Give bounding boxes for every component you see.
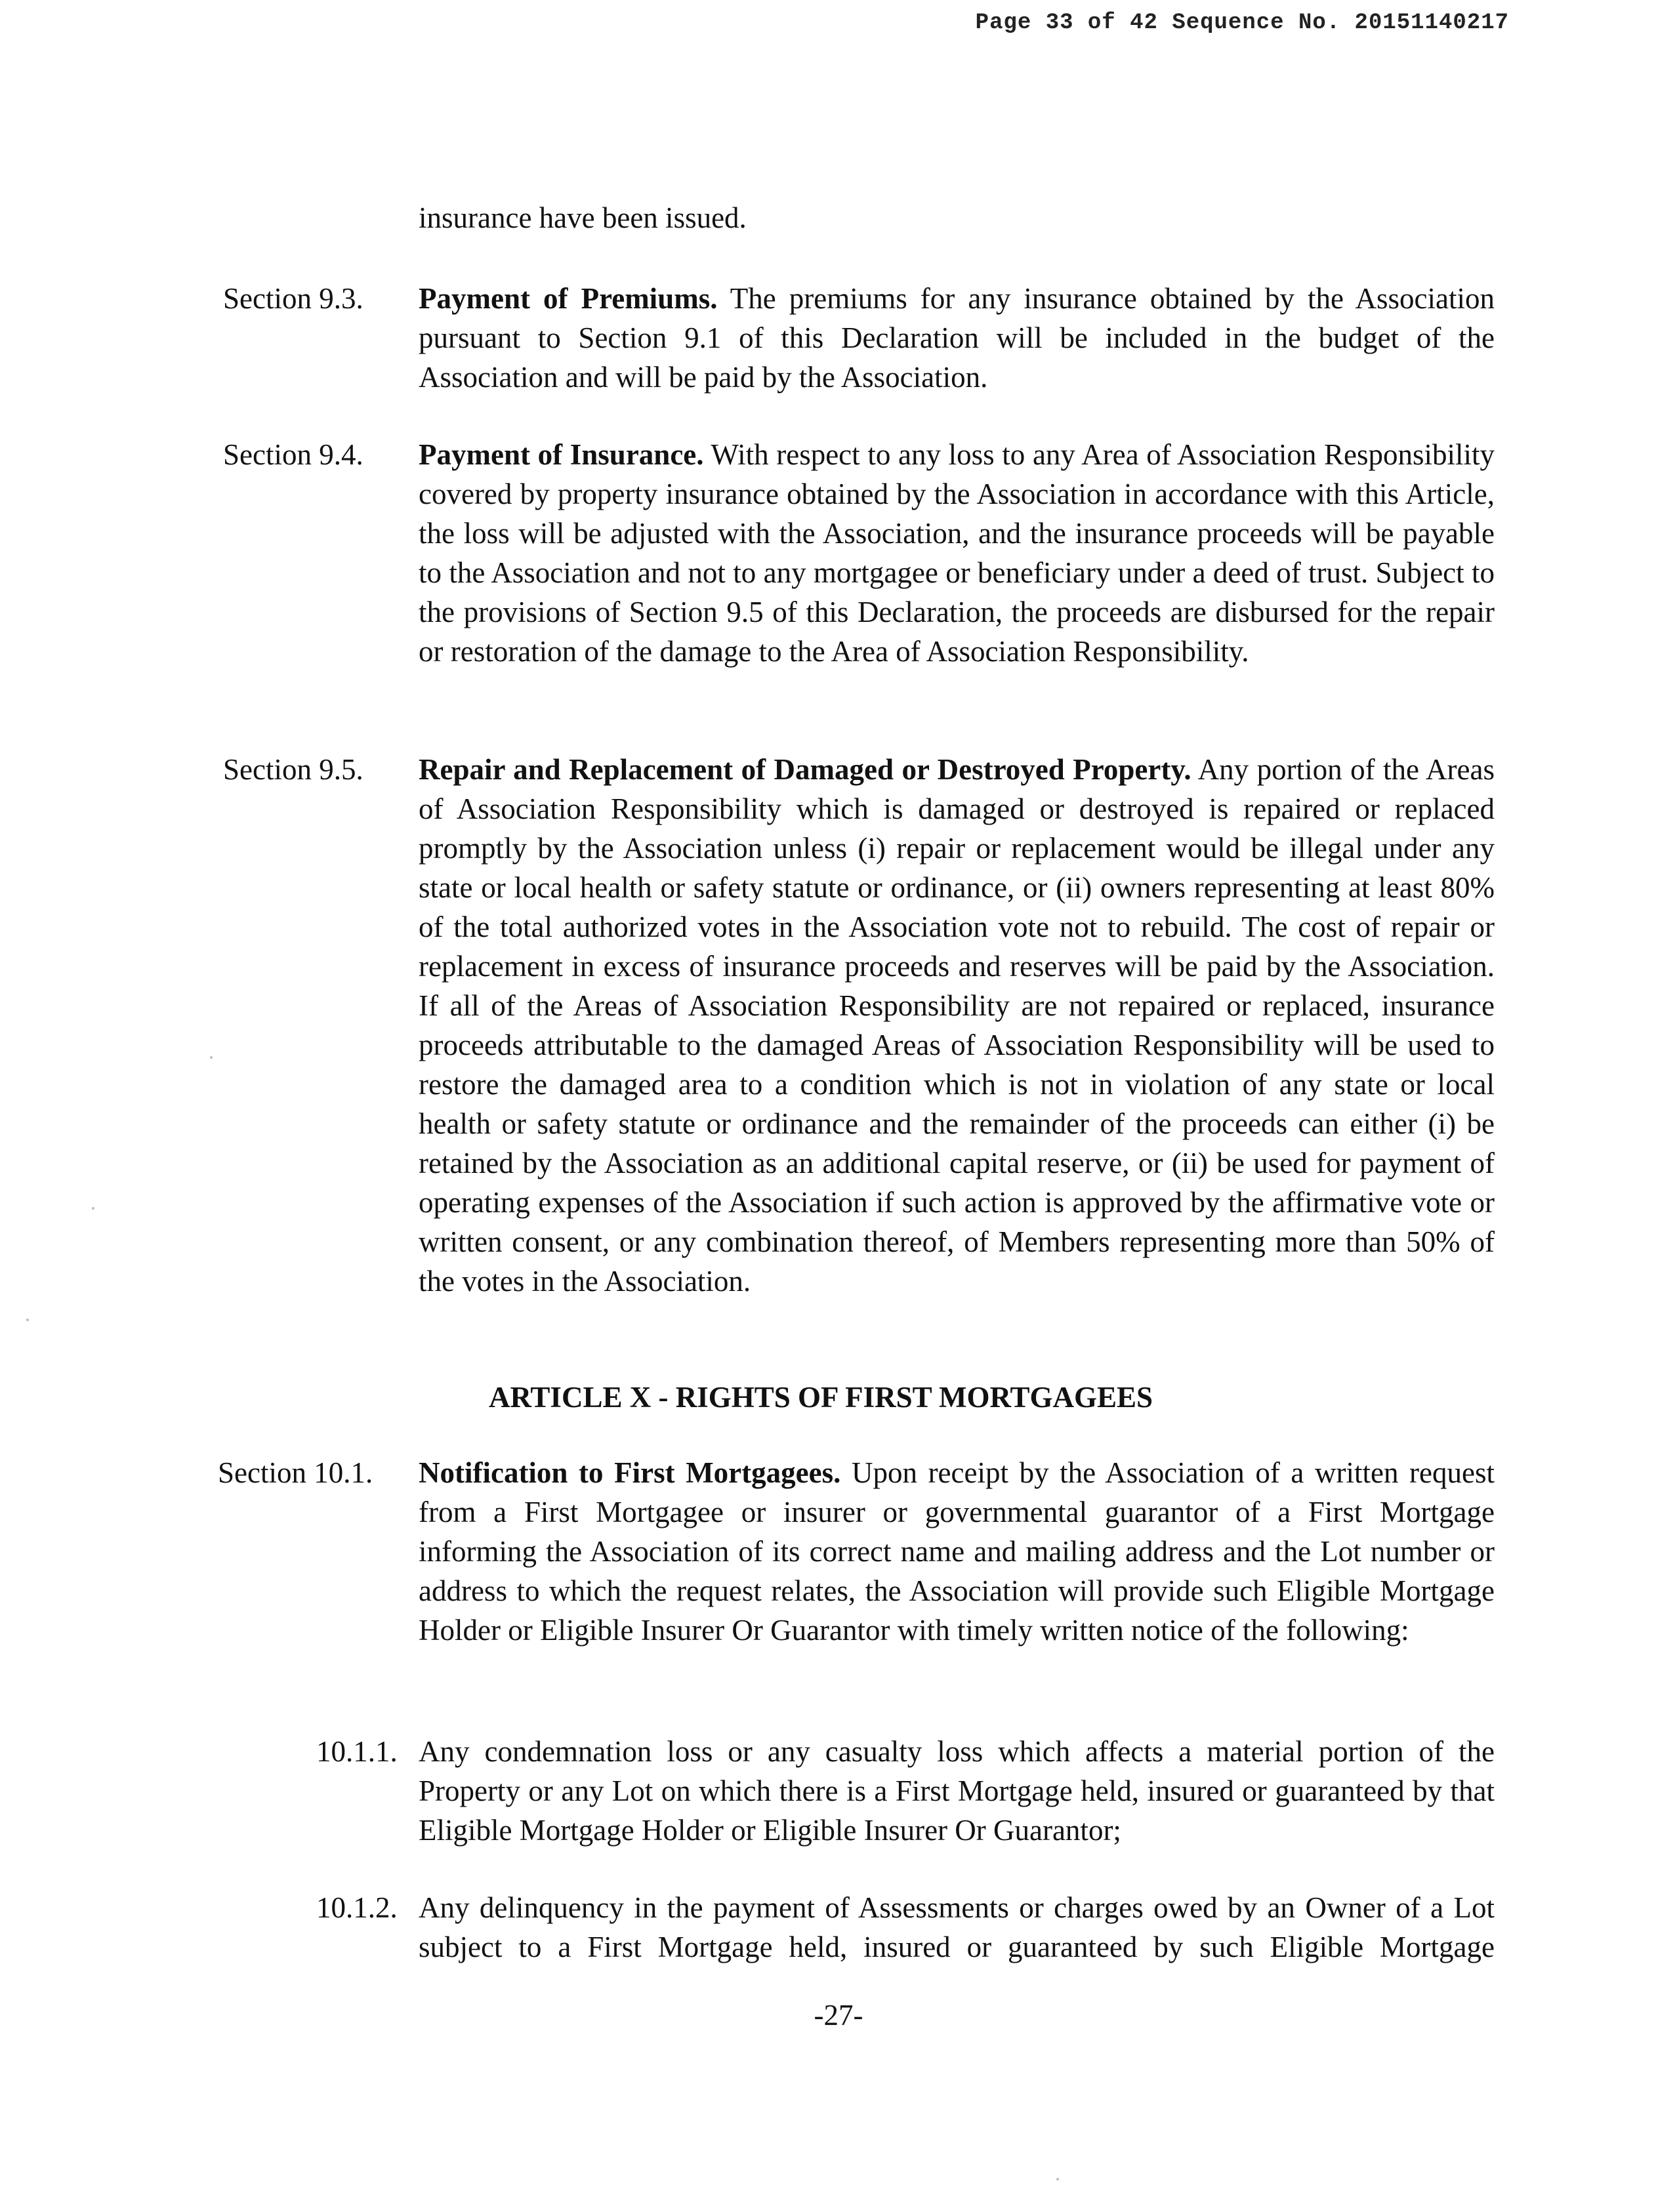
section-9-5-title: Repair and Replacement of Damaged or Destroyed Property. — [419, 753, 1191, 786]
subsection-10-1-2-label: 10.1.2. — [316, 1891, 398, 1924]
section-9-3-label: Section 9.3. — [223, 282, 363, 315]
page-sequence-header: Page 33 of 42 Sequence No. 20151140217 — [975, 10, 1509, 35]
section-10-1-title: Notification to First Mortgagees. — [419, 1456, 841, 1489]
subsection-10-1-1-label: 10.1.1. — [316, 1735, 398, 1768]
section-9-3-body — [419, 279, 1495, 397]
scan-speck — [92, 1207, 94, 1210]
section-9-3-text: The premiums for any insurance obtained by the Association pursuant to Section 9.1 of this Declaration will be included in the budget of the Association and will be paid by the Association. — [419, 282, 1495, 394]
scan-speck — [1056, 2178, 1059, 2181]
scan-speck — [26, 1319, 29, 1321]
section-9-4-title: Payment of Insurance. — [419, 438, 704, 471]
section-9-4-text: With respect to any loss to any Area of Association Responsibility covered by property insurance obtained by the Association in accordance with this Article, the loss will be adjusted with the Association, and the insurance proceeds will be payable to the Association and not to any mortgagee or beneficiary under a deed of trust. Subject to the provisions of Section 9.5 of this Declaration, the proceeds are disbursed for the repair or restoration of the damage to the Area of Association Responsibility. — [419, 438, 1495, 668]
article-heading: ARTICLE X - RIGHTS OF FIRST MORTGAGEES — [489, 1381, 1153, 1414]
section-10-1-label: Section 10.1. — [218, 1456, 373, 1489]
subsection-10-1-2-body — [419, 1888, 1495, 1967]
subsection-10-1-1-text: Any condemnation loss or any casualty loss which affects a material portion of the Property or any Lot on which there is a First Mortgage held, insured or guaranteed by that Eligible Mortgage Holder or Eligible Insurer Or Guarantor; — [419, 1735, 1495, 1847]
section-9-5-label: Section 9.5. — [223, 753, 363, 786]
section-10-1-body — [419, 1453, 1495, 1650]
scan-speck — [210, 1056, 213, 1059]
section-9-5-body — [419, 750, 1495, 1301]
subsection-10-1-1-body — [419, 1732, 1495, 1850]
section-10-1-text: Upon receipt by the Association of a written request from a First Mortgagee or insurer or governmental guarantor of a First Mortgage informing the Association of its correct name and mailing address and the Lot number or address to which the request relates, the Association will provide such Eligible Mortgage Holder or Eligible Insurer Or Guarantor with timely written notice of the following: — [419, 1456, 1495, 1647]
section-9-3-title: Payment of Premiums. — [419, 282, 718, 315]
page-number: -27- — [814, 1999, 863, 2032]
section-9-5-text: Any portion of the Areas of Association Responsibility which is damaged or destroyed is repaired or replaced promptly by the Association unless (i) repair or replacement would be illegal under any state or local health or safety statute or ordinance, or (ii) owners representing at least 80% of the total authorized votes in the Association vote not to rebuild. The cost of repair or replacement in excess of insurance proceeds and reserves will be paid by the Association. If all of the Areas of Association Responsibility are not repaired or replaced, insurance proceeds attributable to the damaged Areas of Association Responsibility will be used to restore the damaged area to a condition which is not in violation of any state or local health or safety statute or ordinance and the remainder of the proceeds can either (i) be retained by the Association as an additional capital reserve, or (ii) be used for payment of operating expenses of the Association if such action is approved by the affirmative vote or written consent, or any combination thereof, of Members representing more than 50% of the votes in the Association. — [419, 753, 1495, 1298]
continuation-text: insurance have been issued. — [419, 201, 747, 234]
section-9-4-body — [419, 435, 1495, 671]
section-9-4-label: Section 9.4. — [223, 438, 363, 471]
subsection-10-1-2-text: Any delinquency in the payment of Assessments or charges owed by an Owner of a Lot subject to a First Mortgage held, insured or guaranteed by such Eligible Mortgage — [419, 1891, 1495, 1963]
